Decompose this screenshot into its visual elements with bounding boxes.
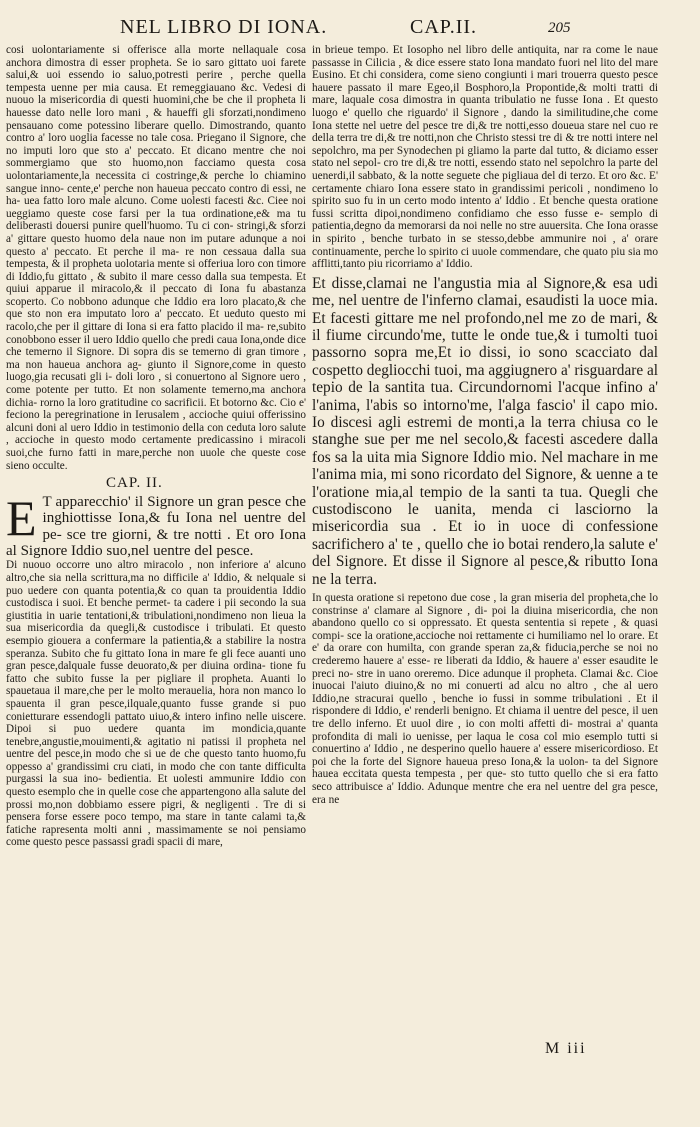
drop-capital: E xyxy=(6,490,37,547)
running-title: NEL LIBRO DI IONA. xyxy=(120,16,328,38)
page-number: 205 xyxy=(548,20,571,36)
chapter-label: CAP. II. xyxy=(106,475,163,492)
right-column xyxy=(312,44,658,1079)
running-header xyxy=(0,6,700,46)
commentary-paragraph-4: In questa oratione si repetono due cose , la gran miseria del propheta,che lo constrinse a' clamare al Signore , di- poi la diuina misericordia, che non abandono quello co si oppressato. Et questa sententia si repete , & quasi compi- sce la oratione,accioche noi rettamente ci humiliamo nel lo orare. Et e' da orare con humilta, con grande speran za,& fiducia,perche se noi no crederemo hauere a' esse- re liberati da Iddio, & hauere a' esser esaudite le preci no- stre in uano oreremo. Dice adunque il propheta. Clamai &c. Cioe inuocai l'aiuto diuino,& no mi conuerti ad alcu no altro , che al uero Iddio,ne stracurai quello , benche io fussi in somme tribulationi . Et il rispondere di Iddio, e' renderli benigno. Et chiama il uentre del pesce, il uen tre dello inferno. Et uuol dire , io con molti affetti di- mostrai a' quanta profondita di mali io uenisse, per laqua le cosa col mio esemplo tutti si conuertino a' Iddio , ne desperino quello hauere a' essere misericordioso. Et poi che la forte del Signore haueua preso Iona,& la uolon- ta del Signore hauea eccitata questa tempesta , per que- sto tutto quello che si era fatto seco attribuisce a' Iddio. Adunque mentre che era nel uentre del gra pesce, era ne xyxy=(312,592,658,806)
commentary-paragraph-3: in brieue tempo. Et Iosopho nel libro delle antiquita, nar ra come le naue passasse in Cilicia , & dice essere stato Iona mandato fuori nel lito del mare Eusino. Et chi considera, come sieno congiunti i mari trouerra questo pesce hauere passato il mare Egeo,il Bosphoro,la Propontide,& molti tratti di mare, laquale cosa dimostra in quanta tribulatio ne fusse Iona . Et questo luogo e' quello che riguardo' il Signore , dando la similitudine,che come Iona stette nel uetre del pesce tre di,& tre notti,esso doueua stare nel cuo re della terra tre di,& tre notti,non che Christo stessi tre di & tre notti intere nel sepolchro, ma per Synodechen pi gliamo la parte dal tutto, & diciamo esser stato nel sepol- cro tre di,& tre notti, essendo stato nel sepolchro la parte del uenerdi,il sabbato, & la notte seguete che pigliaua del di terzo. Et oro &c. E' certamente chiaro Iona essere stato in grandissimi pericoli , nondimeno lo spirito suo fu in un certo modo intento a' Iddio . Et benche questa oratione fussi scritta dipoi,nondimeno confidiamo che esso fusse e- semplo di patientia,degno da memorarsi da noi nelle no stre auuersita. Che Iona orasse in spirito , benche turbato in se stesso,debbe ammunire noi , a' orare continuamente, perche lo spirito ci uuole commendare, che quato piu sia mo afflitti,tanto piu ricorriamo a' Iddio. xyxy=(312,44,658,271)
scripture-passage-2: Et disse,clamai ne l'angustia mia al Signore,& esa udi me, nel uentre de l'inferno clamai, esaudisti la uoce mia. Et facesti gittare me nel profondo,nel me zo de mari, & il fiume circundo'me, tutte le onde tue,& i tumolti tuoi passorno sopra me,Et io dissi, io sono scacciato dal cospetto degliocchi tuoi, ma aggiugnero a' risguardare al tepio de la santita tua. Circundornomi l'acque infino a' l'anima, l'abis so intorno'me, l'alga fascio' il capo mio. Io discesi agli estremi de monti,a la terra chiusa co le stanghe sue per me nel secolo,& facesti ascedere dalla fos sa la uita mia Signore Iddio mio. Nel machare in me l'anima mia, mi sono ricordato del Signore, & uenne a te l'oratione mia,al tempio de la santi ta tua. Quegli che custodiscono le uanita, menda ci lasciorno la misericordia sua . Et io in uoce di confessione sacrifichero a' te , quello che io botai rendero,la salute e' del Signore. Et disse il Signore al pesce,& ributto Iona ne la terra. xyxy=(312,274,658,588)
signature-mark: M iii xyxy=(545,1040,587,1057)
scripture-passage-1 xyxy=(6,490,306,560)
chapter-heading: CAP.II. xyxy=(410,16,478,38)
commentary-paragraph-1: cosi uolontariamente si offerisce alla morte nellaquale cosa anchora dimostra di esser propheta. Se io saro gittato uoi farete salui,& uoi essendo io saluo,potresti perire , perche quella tempesta uenne per mia causa. Et remeggiauano &c. Vedesi di nuouo la misericordia di questi huomini,che be che il propheta li hauesse dato nelle loro mani , & haueffi gli sforzati,nondimeno pensauano come potessino liberare quello. Dimostrando, quanto contro a' loro uoglia facesse no tale cosa. Priegano il Signore, che no imputi loro que sto a' peccato. Et dicano mentre che noi sommergiamo que sto huomo,non facciamo questa cosa uolontariamente,la necessita ci costringe,& perche lo chiamino sangue inno- cente,e' perche non haueua peccato contro di essi, ne ha- uea fatto loro male alcuno. Come uolesti facesti &c. Ciee noi ueggiamo queste cose farsi per la tua ordinatione,e& ma tu deliberasti douersi punire quell'huomo. Tu ci con- stringi,& sforzi a' gittare questo huomo dela naue non im putare adunque a noi questo a' peccato. Et perche il ma- re non cessaua dalla sua tempesta, & il propheta uolotaria mente si offeriua loro con timore di Iddio,fu gittato , & subito il mare cesso dalla sua tempesta. Et quiui apparue il miracolo,& il peccato di Iona fu abastanza scoperto. Co nobbono adunque che Iddio era loro placato,& che que sto non era imputato loro a' peccato. Et ueduto questo mi racolo,che per il gittare di Iona si era fatto placido il ma- re,subito conobbono esser il uero Iddio quello che predi caua Iona,onde dice che temerno il Signore. Di sopra dis se temerno di gran timore , ma non haueua anchora ag- giunto il Signore,come in questo luogo,gia recusati gli i- doli loro , si conuertono al Signore uero , come potente per tutto. Et non solamente temerno,ma anchora dichia- rorno la loro gratitudine co sacrificii. Et botorno &c. Cio e' feciono la peregrinatione in Ierusalem , accioche quiui offerissino alcuni doni al uero Iddio in testimonio della con ceduta loro salute , accioche in questo modo certamente predicassino i miracoli suoi,che furno fatti in mare,perche non uuole che queste cose sieno occulte. xyxy=(6,44,306,472)
scripture-text: T apparecchio' il Signore un gran pesce che inghiottisse Iona,& fu Iona nel uentre del pe- sce tre giorni, & tre notti . Et oro Iona al Signore Iddio suo,nel uentre del pesce. xyxy=(6,494,306,560)
commentary-paragraph-2: Di nuouo occorre uno altro miracolo , non inferiore a' alcuno altro,che sia nella scrittura,ma no difficile a' Iddio, & nelquale si puo uedere con quanta potentia,& co quan ta prouidentia Iddio custodisca i suoi. Et benche permet- ta cadere i pii secondo la sua giustitia in uarie tentationi,& tribulationi,nondimeno non lieua la sua misericordia da quegli,& custodisce i tribulati. Et questo esempio giouera a confermare la patientia,& a stabilire la nostra speranza. Subito che fu gittato Iona in mare fe gli fece auanti uno gran pesce,dalquale fusse deuorato,& per diuina ordina- tione fu fatto che subito fusse la per pigliare il propheta. Auanti lo spauetaua il mare,che per le molto merauelia, hora non manco lo spauenta il gran pesce,ilquale,quanto fusse grande si puo conietturare essendogli pattato uiuo,& intero infino nelle uiscere. Dipoi si puo uedere quanta im mondicia,quante tenebre,angustie,mouimenti,& agitatio ni patissi il propheta nel uentre del pesce,in modo che si ue de che questo tanto huomo,fu oppesso a' grandissimi cru ciati, in modo che con tante difficulta purgassi la sua ino- bedientia. Et uolesti ammunire Iddio con questo esemplo che in quelle cose che appartengono alla salute del prossi mo,non dobbiamo essere pigri, & negligenti . Tre di si pensera forse essere poco tempo, ma stare in tante calami ta,& fatiche rapresenta molti anni , massimamente se noi pensiamo come questo pesce passassi gradi spacii di mare, xyxy=(6,559,306,849)
left-column xyxy=(6,44,306,1054)
